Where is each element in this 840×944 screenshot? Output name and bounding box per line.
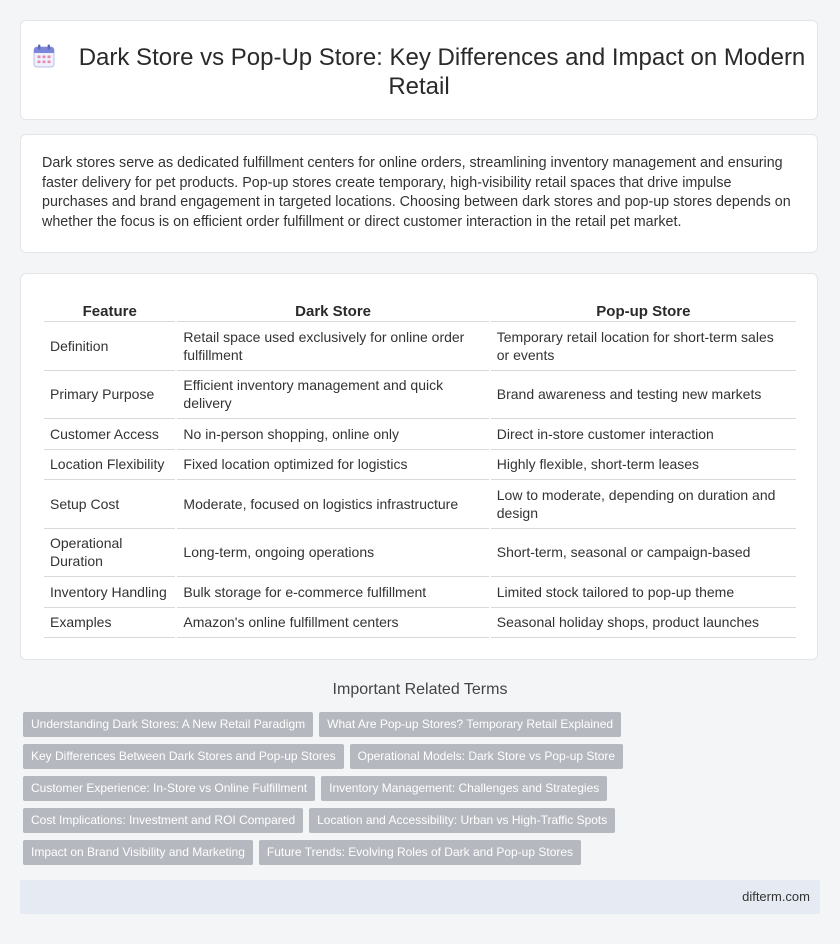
dark-store-cell: No in-person shopping, online only [177, 419, 488, 450]
dark-store-cell: Moderate, focused on logistics infrastructure [177, 480, 488, 529]
table-header-row [44, 294, 796, 322]
feature-cell: Examples [44, 608, 175, 639]
related-term-link[interactable]: Future Trends: Evolving Roles of Dark and Pop-up Stores [259, 840, 581, 865]
dark-store-cell: Amazon's online fulfillment centers [177, 608, 488, 639]
tag-row [23, 776, 623, 808]
dark-store-cell: Bulk storage for e-commerce fulfillment [177, 577, 488, 608]
feature-cell: Customer Access [44, 419, 175, 450]
feature-cell: Setup Cost [44, 480, 175, 529]
intro-card [20, 134, 818, 253]
table-row [44, 529, 796, 578]
intro-paragraph: Dark stores serve as dedicated fulfillment centers for online orders, streamlining inventory management and ensuring faster delivery for pet products. Pop-up stores create temporary, high-visibility retail spaces that drive impulse purchases and brand engagement in targeted locations. Choosing between dark stores and pop-up stores depends on whether the focus is on efficient order fulfillment or direct customer interaction in the retail pet market. [42, 155, 791, 230]
related-terms-title: Important Related Terms [332, 681, 508, 698]
calendar-icon [33, 44, 55, 68]
table-row [44, 608, 796, 639]
related-term-link[interactable]: Impact on Brand Visibility and Marketing [23, 840, 253, 865]
tag-row [23, 840, 623, 872]
table-row [44, 322, 796, 371]
feature-cell: Primary Purpose [44, 371, 175, 420]
comparison-table [42, 294, 798, 638]
page-title-text: Dark Store vs Pop-Up Store: Key Differences and Impact on Modern Retail [78, 44, 806, 100]
tag-row [23, 808, 623, 840]
table-row [44, 577, 796, 608]
related-term-link[interactable]: Location and Accessibility: Urban vs High-Traffic Spots [309, 808, 615, 833]
related-term-link[interactable]: Operational Models: Dark Store vs Pop-up Store [350, 744, 623, 769]
footer-site-link[interactable]: difterm.com [742, 889, 810, 904]
pop-up-store-cell: Low to moderate, depending on duration and design [491, 480, 796, 529]
feature-cell: Inventory Handling [44, 577, 175, 608]
pop-up-store-cell: Highly flexible, short-term leases [491, 450, 796, 481]
comparison-card [20, 273, 818, 660]
tag-row [23, 712, 623, 744]
pop-up-store-cell: Limited stock tailored to pop-up theme [491, 577, 796, 608]
header-pop-up-store: Pop-up Store [491, 294, 796, 322]
feature-cell: Location Flexibility [44, 450, 175, 481]
footer [20, 880, 820, 914]
title-card [20, 20, 818, 120]
dark-store-cell: Retail space used exclusively for online order fulfillment [177, 322, 488, 371]
related-term-link[interactable]: Customer Experience: In-Store vs Online Fulfillment [23, 776, 315, 801]
dark-store-cell: Fixed location optimized for logistics [177, 450, 488, 481]
pop-up-store-cell: Temporary retail location for short-term sales or events [491, 322, 796, 371]
dark-store-cell: Long-term, ongoing operations [177, 529, 488, 578]
feature-cell: Operational Duration [44, 529, 175, 578]
header-dark-store: Dark Store [177, 294, 488, 322]
related-term-link[interactable]: Understanding Dark Stores: A New Retail Paradigm [23, 712, 313, 737]
related-terms-list [23, 712, 623, 872]
pop-up-store-cell: Brand awareness and testing new markets [491, 371, 796, 420]
table-row [44, 450, 796, 481]
related-term-link[interactable]: Inventory Management: Challenges and Strategies [321, 776, 607, 801]
related-term-link[interactable]: Cost Implications: Investment and ROI Compared [23, 808, 303, 833]
feature-cell: Definition [44, 322, 175, 371]
table-row [44, 371, 796, 420]
dark-store-cell: Efficient inventory management and quick delivery [177, 371, 488, 420]
page-title [21, 43, 817, 101]
pop-up-store-cell: Short-term, seasonal or campaign-based [491, 529, 796, 578]
tag-row [23, 744, 623, 776]
related-term-link[interactable]: Key Differences Between Dark Stores and Pop-up Stores [23, 744, 344, 769]
table-row [44, 480, 796, 529]
header-feature: Feature [44, 294, 175, 322]
pop-up-store-cell: Direct in-store customer interaction [491, 419, 796, 450]
table-row [44, 419, 796, 450]
pop-up-store-cell: Seasonal holiday shops, product launches [491, 608, 796, 639]
related-term-link[interactable]: What Are Pop-up Stores? Temporary Retail Explained [319, 712, 621, 737]
